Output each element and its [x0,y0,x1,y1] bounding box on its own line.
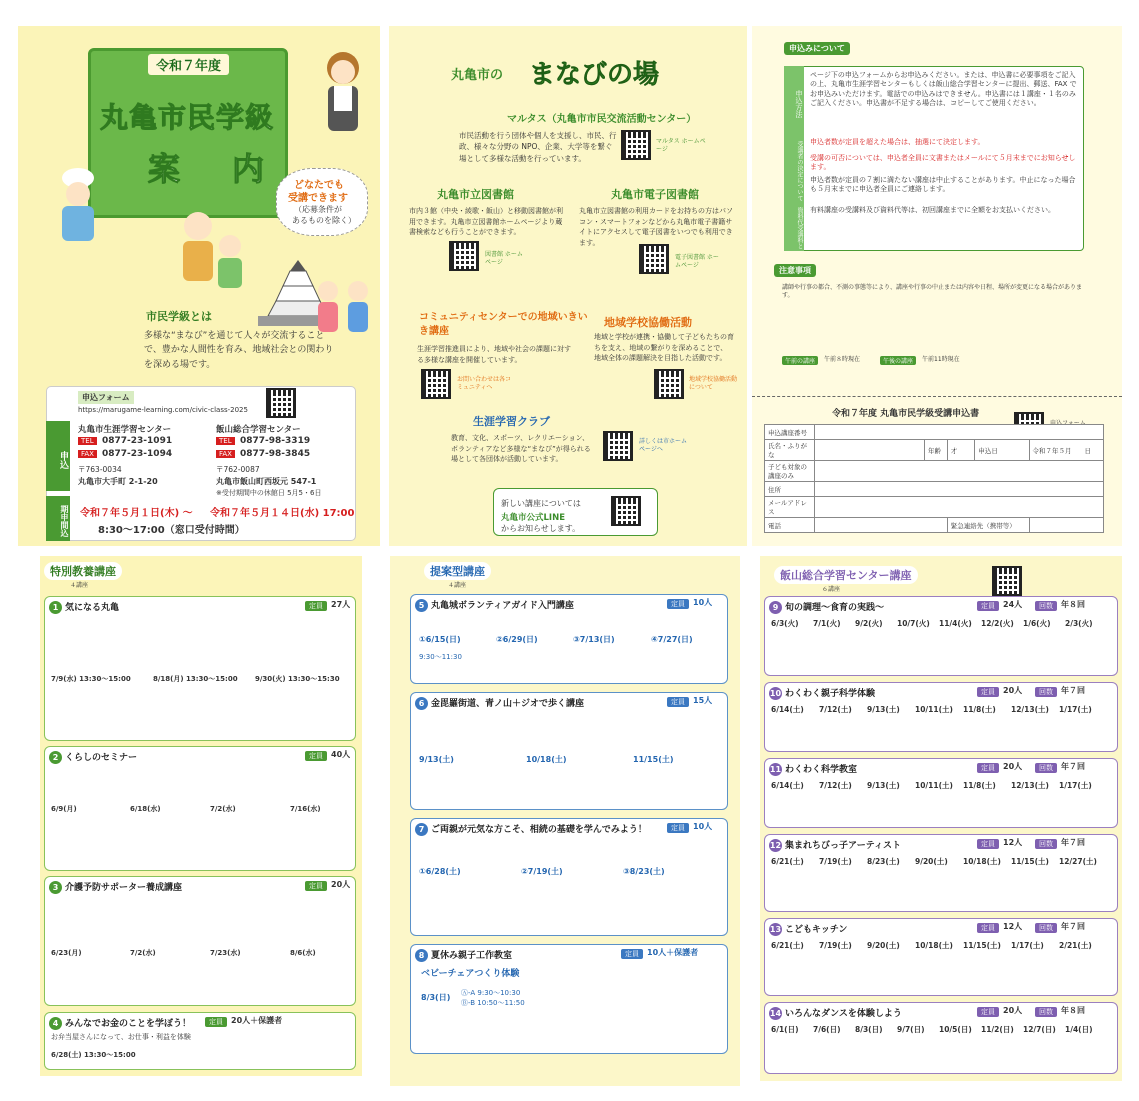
c5-title: 丸亀城ボランティアガイド入門講座 [431,601,574,611]
f-name-input[interactable] [815,440,925,461]
manabi-title-small: 丸亀市の [451,68,504,83]
library-qr-code[interactable] [449,241,479,271]
c7-date3: ③8/23(土) [623,867,665,876]
course-13-card[interactable] [764,918,1118,996]
period-start: 令和７年５月１日(木) ～ [80,508,193,519]
storm-pm-label: 午後の講座 [880,356,916,365]
c13-teiin: 12人 [1003,922,1023,931]
cover-panel [18,26,380,546]
f-course-input[interactable] [815,425,1104,440]
apply-title: 申込みについて [784,42,850,55]
c11-teiin: 20人 [1003,762,1023,771]
library-hp[interactable]: 図書館 ホームページ [485,251,523,266]
club-hp[interactable]: 詳しくは市ホームページへ [639,438,688,453]
tel2-tag: TEL [216,437,235,445]
course-11-card[interactable] [764,758,1118,828]
c8-title: 夏休み親子工作教室 [431,951,513,961]
f-child-input[interactable] [815,461,1104,482]
special-title: 特別教養講座 [44,562,122,580]
course-2-card[interactable]: 2 くらしのセミナー 定員 40人 6/9(月) 6/18(水) 7/2(水) 7/16(水) [44,746,356,871]
c2-teiin-label: 定員 [305,751,327,761]
what-title: 市民学級とは [146,310,212,323]
fee-text: 有料講座の受講料及び資料代等は、初回講座までに全額をお支払いください。 [810,206,1055,214]
c6-date3: 11/15(土) [633,755,674,764]
proposal-panel [390,556,740,1086]
c12-date: 7/19(土) [819,857,852,866]
c2-date4: 7/16(水) [290,805,321,813]
c1-title: 気になる丸亀 [65,603,120,613]
notice-text: 講師や行事の都合、不測の事態等により、講座や行事の中止または内容や日程、場所が変更になる場合があります。 [782,284,1083,299]
c4-title: みんなでお金のことを学ぼう！ [65,1019,192,1029]
c12-date: 9/20(土) [915,857,948,866]
storm-pm-text: 午前11時現在 [922,356,960,363]
course-number: 14 [769,1009,782,1018]
c11-date: 12/13(土) [1011,781,1049,790]
f-name: 氏名・ふりがな [765,440,815,461]
period-label: 期申間込 [46,496,70,541]
c8-sub: ベビーチェアつくり体験 [421,969,520,979]
c11-date: 10/11(土) [915,781,953,790]
c11-date: 9/13(土) [867,781,900,790]
c14-teiin: 20人 [1003,1006,1023,1015]
c14-date: 7/6(日) [813,1025,841,1034]
iiyama-qr-code[interactable] [992,566,1022,596]
c13-date: 6/21(土) [771,941,804,950]
c3-teiin-label: 定員 [305,881,327,891]
c13-date: 9/20(土) [867,941,900,950]
course-1-card[interactable]: 1 気になる丸亀 定員 27人 7/9(水) 13:30～15:00 8/18(月) 13:30～15:00 9/30(火) 13:30～15:30 [44,596,356,741]
f-mail: メールアドレス [765,497,815,518]
tel1-tag: TEL [78,437,97,445]
c13-date: 10/18(土) [915,941,953,950]
c6-title: 金毘羅街道、青ノ山＋ジオで歩く講座 [431,699,585,709]
c3-date4: 8/6(水) [290,949,316,957]
period-end: 令和７年５月１４日(水) 17:00 [210,508,355,519]
apply-panel [752,26,1122,546]
c8-teiin-label: 定員 [621,949,643,959]
library-title: 丸亀市立図書館 [437,188,514,201]
c10-date: 10/11(土) [915,705,953,714]
c2-title: くらしのセミナー [65,753,138,763]
center1-name: 丸亀市生涯学習センター [78,425,172,435]
form-label: 申込フォーム [78,391,134,404]
f-date: 申込日 [975,440,1029,461]
bubble-line2: 受講できます [288,193,348,204]
special-count: ４講座 [70,582,89,589]
course-8-card[interactable]: 8 夏休み親子工作教室 定員 10人＋保護者 ベビーチェアつくり体験 8/3(日) Ⓐ-A 9:30～10:30 Ⓑ-B 10:50～11:50 [410,944,728,1054]
c4-teiin-label: 定員 [205,1017,227,1027]
c5-time: 9:30～11:30 [419,653,462,661]
center2-name: 飯山総合学習センター [216,425,301,435]
c14-kaisu-label: 回数 [1035,1007,1057,1017]
elibrary-hp[interactable]: 電子図書館 ホームページ [675,254,719,269]
c7-date2: ②7/19(土) [521,867,563,876]
f-course: 申込講座番号 [765,425,815,440]
c13-date: 11/15(土) [963,941,1001,950]
c5-date4: ④7/27(日) [651,635,693,644]
bubble-line1: どなたでも [294,180,344,191]
c9-date: 10/7(火) [897,619,930,628]
f-child: 子ども対象の講座のみ [765,461,815,482]
c11-title: わくわく科学教室 [785,765,858,775]
c14-date: 1/4(日) [1065,1025,1093,1034]
club-title: 生涯学習クラブ [473,415,550,428]
closed-note: ※受付期間中の休館日 5月5・6日 [216,489,322,497]
fax2-tag: FAX [216,450,235,458]
what-text: 多様な“まなび”を通じて人々が交流することで、豊かな人間性を育み、地域社会との関わりを深める場です。 [144,331,334,370]
bubble-line3: （応募条件が [294,205,342,214]
c1-date3: 9/30(火) 13:30～15:30 [255,675,340,683]
character-family [168,201,258,296]
special-panel [40,556,362,1076]
c1-date2: 8/18(月) 13:30～15:00 [153,675,238,683]
line-text1: 新しい講座については [501,499,581,508]
elibrary-qr-code[interactable] [639,244,669,274]
addr2: 丸亀市飯山町西坂元 547-1 [216,477,317,486]
c9-date: 11/4(火) [939,619,972,628]
f-age: 年齢 [925,440,948,461]
course-10-card[interactable] [764,682,1118,752]
manabi-panel [389,26,747,546]
f-date-v[interactable]: 令和７年５月 日 [1029,440,1103,461]
c13-date: 2/21(土) [1059,941,1092,950]
c14-title: いろんなダンスを体験しよう [785,1009,902,1019]
hours: 8:30～17:00（窓口受付時間） [98,525,245,536]
apply-label: 申込 [46,421,70,491]
c3-date1: 6/23(月) [51,949,82,957]
fax2: 0877-98-3845 [240,449,311,459]
cut-line [752,396,1122,397]
c7-teiin-label: 定員 [667,823,689,833]
course-number: 10 [769,689,782,698]
tel1: 0877-23-1091 [102,436,173,446]
school-qr-code[interactable] [654,369,684,399]
c11-times: 年７回 [1061,762,1085,771]
iiyama-count: ６講座 [822,586,841,593]
zip2: 〒762-0087 [216,465,260,474]
c5-date2: ②6/29(日) [496,635,538,644]
c14-date: 10/5(日) [939,1025,972,1034]
c10-teiin: 20人 [1003,686,1023,695]
c13-date: 1/17(土) [1011,941,1044,950]
course-6-card[interactable]: 6 金毘羅街道、青ノ山＋ジオで歩く講座 定員 15人 9/13(土) 10/18(土) 11/15(土) [410,692,728,810]
c10-kaisu-label: 回数 [1035,687,1057,697]
community-title: コミュニティセンターでの地域いきいき講座 [419,312,588,337]
proposal-title: 提案型講座 [424,562,491,580]
c9-date: 12/2(火) [981,619,1014,628]
form-url[interactable]: https://marugame-learning.com/civic-class-2025 [78,406,248,414]
c10-date: 9/13(土) [867,705,900,714]
c12-date: 11/15(土) [1011,857,1049,866]
fax1-tag: FAX [78,450,97,458]
c10-teiin-label: 定員 [977,687,999,697]
elibrary-text: 丸亀市立図書館の利用カードをお持ちの方はパソコン・スマートフォンなどから丸亀市電子書籍サイトにアクセスして電子図書をいつでも利用できます。 [579,207,733,247]
c14-date: 8/3(日) [855,1025,883,1034]
select-text3: 申込者数が定員の７割に満たない講座は中止することがあります。中止になった場合も５月末までに申込者全員にご連絡します。 [810,176,1076,194]
f-mail-input[interactable] [815,497,1104,518]
library-text: 市内３館（中央・綾歌・飯山）と移動図書館が利用できます。丸亀市立図書館ホームページより蔵書検索なども行うことができます。 [409,207,563,236]
course-number: 13 [769,925,782,934]
method-text: ページ下の申込フォームからお申込みください。または、申込書に必要事項をご記入の上、丸亀市生涯学習センターもしくは飯山総合学習センターに提出、郵送、FAX でお申込みいただけます。電話での申込みはできません。申込書には１講座・１名のみご記入ください。申込書が不足する場合は、コピーしてご使用ください。 [810,71,1077,108]
c11-date: 6/14(土) [771,781,804,790]
c5-date1: ①6/15(日) [419,635,461,644]
application-form-table[interactable] [764,424,1104,533]
c1-teiin: 27人 [331,600,351,609]
c13-kaisu-label: 回数 [1035,923,1057,933]
c10-date: 7/12(土) [819,705,852,714]
line-text2: 丸亀市公式LINE [501,513,565,523]
c3-teiin: 20人 [331,880,351,889]
c11-date: 1/17(土) [1059,781,1092,790]
method-label: 申込方法 [784,66,804,136]
f-emerg-input[interactable] [1029,518,1103,533]
c9-date: 1/6(火) [1023,619,1051,628]
marutasu-qr-code[interactable] [621,130,651,160]
c14-date: 6/1(日) [771,1025,799,1034]
era-label: 令和７年度 [148,54,229,75]
course-9-card[interactable] [764,596,1118,676]
select-text2: 受講の可否については、申込者全員に文書またはメールにて５月末までにお知らせします。 [810,154,1076,172]
club-text: 教育、文化、スポーツ、レクリエーション、ボランティアなど多様な“まなび”が得られる場として各団体が活動しています。 [451,434,591,463]
community-text: 生涯学習推進員により、地域や社会の課題に対する多様な講座を開催しています。 [417,345,571,364]
c9-date: 2/3(火) [1065,619,1093,628]
c8-date: 8/3(日) [421,993,451,1002]
c13-title: こどもキッチン [785,925,848,935]
community-qr-code[interactable] [421,369,451,399]
c13-teiin-label: 定員 [977,923,999,933]
course-number: 11 [769,765,782,774]
c12-times: 年７回 [1061,838,1085,847]
c9-kaisu-label: 回数 [1035,601,1057,611]
c4-text: お弁当屋さんになって、お仕事・利益を体験 [51,1033,191,1041]
c9-date: 6/3(火) [771,619,799,628]
c7-teiin: 10人 [693,822,713,831]
marutasu-title: マルタス（丸亀市市民交流活動センター） [507,114,697,125]
c5-date3: ③7/13(日) [573,635,615,644]
c10-date: 11/8(土) [963,705,996,714]
c10-times: 年７回 [1061,686,1085,695]
course-4-card[interactable]: 4 みんなでお金のことを学ぼう！ 定員 20人＋保護者 お弁当屋さんになって、お仕事・利益を体験 6/28(土) 13:30～15:00 [44,1012,356,1070]
c8-time2: Ⓑ-B 10:50～11:50 [461,999,525,1007]
c6-date2: 10/18(土) [526,755,567,764]
f-sai: 才 [947,440,975,461]
f-tel: 電話 [765,518,815,533]
c12-date: 6/21(土) [771,857,804,866]
f-addr: 住所 [765,482,815,497]
storm-am-label: 午前の講座 [782,356,818,365]
c2-teiin: 40人 [331,750,351,759]
club-qr-code[interactable] [603,431,633,461]
c14-date: 11/2(日) [981,1025,1014,1034]
course-5-card[interactable]: 5 丸亀城ボランティアガイド入門講座 定員 10人 ①6/15(日) ②6/29(日) ③7/13(日) ④7/27(日) 9:30～11:30 [410,594,728,684]
c12-date: 12/27(土) [1059,857,1097,866]
f-tel-input[interactable] [815,518,948,533]
line-text3: からお知らせします。 [501,524,581,533]
c10-date: 6/14(土) [771,705,804,714]
course-3-card[interactable]: 3 介護予防サポーター養成講座 定員 20人 6/23(月) 7/2(水) 7/23(水) 8/6(水) [44,876,356,1006]
c3-date3: 7/23(水) [210,949,241,957]
c12-kaisu-label: 回数 [1035,839,1057,849]
zip1: 〒763-0034 [78,465,122,474]
c2-date1: 6/9(月) [51,805,77,813]
c3-date2: 7/2(水) [130,949,156,957]
c5-teiin: 10人 [693,598,713,607]
c9-teiin-label: 定員 [977,601,999,611]
c12-date: 8/23(土) [867,857,900,866]
elibrary-title: 丸亀市電子図書館 [611,188,699,201]
character-woman [318,46,368,136]
course-7-card[interactable]: 7 ご両親が元気な方こそ、相続の基礎を学んでみよう！ 定員 10人 ①6/28(土) ②7/19(土) ③8/23(土) [410,818,728,936]
c12-date: 10/18(土) [963,857,1001,866]
c9-title: 旬の調理～食育の実践～ [785,603,885,613]
c14-date: 12/7(日) [1023,1025,1056,1034]
course-number: 12 [769,841,782,850]
c6-date1: 9/13(土) [419,755,454,764]
bubble-line4: あるものを除く） [292,216,356,225]
iiyama-title: 飯山総合学習センター講座 [774,566,918,584]
c9-times: 年８回 [1061,600,1085,609]
tel2: 0877-98-3319 [240,436,311,446]
c11-kaisu-label: 回数 [1035,763,1057,773]
c9-date: 9/2(火) [855,619,883,628]
community-hp[interactable]: お問い合わせは各コミュニティへ [457,376,512,391]
line-qr-code[interactable] [611,496,641,526]
c4-teiin: 20人＋保護者 [231,1016,283,1025]
addr1: 丸亀市大手町 2-1-20 [78,477,158,486]
c4-date: 6/28(土) 13:30～15:00 [51,1051,136,1059]
fax1: 0877-23-1094 [102,449,173,459]
school-title: 地域学校協働活動 [604,316,692,329]
c10-date: 1/17(土) [1059,705,1092,714]
course-14-card[interactable] [764,1002,1118,1074]
c8-time1: Ⓐ-A 9:30～10:30 [461,989,521,997]
c3-title: 介護予防サポーター養成講座 [65,883,183,893]
c1-date1: 7/9(水) 13:30～15:00 [51,675,131,683]
c11-teiin-label: 定員 [977,763,999,773]
c6-teiin-label: 定員 [667,697,689,707]
school-hp[interactable]: 地域学校協働活動について [689,376,738,391]
c6-teiin: 15人 [693,696,713,705]
c9-date: 7/1(火) [813,619,841,628]
select-text1: 申込者数が定員を超えた場合は、抽選にて決定します。 [810,138,985,146]
c12-teiin: 12人 [1003,838,1023,847]
title-sub: 案 内 [148,150,275,188]
c13-date: 7/19(土) [819,941,852,950]
c2-date2: 6/18(水) [130,805,161,813]
c1-teiin-label: 定員 [305,601,327,611]
marutasu-hp[interactable]: マルタス ホームページ [656,138,706,153]
storm-am-text: 午前８時現在 [824,356,861,363]
school-text: 地域と学校が連携・協働して子どもたちの育ちを支え、地域の繋がりを深めることで、地域全体の課題解決を目指した活動です。 [594,333,734,362]
form-title: 令和７年度 丸亀市民学級受講申込書 [832,409,980,419]
c10-date: 12/13(土) [1011,705,1049,714]
c9-teiin: 24人 [1003,600,1023,609]
character-cook [48,166,108,246]
c12-teiin-label: 定員 [977,839,999,849]
proposal-count: ４講座 [448,582,467,589]
form-qr-code[interactable] [266,388,296,418]
notice-title: 注意事項 [774,264,816,277]
manabi-title-big: まなびの場 [529,60,660,90]
f-addr-input[interactable] [815,482,1104,497]
c7-title: ご両親が元気な方こそ、相続の基礎を学んでみよう！ [431,825,647,835]
c7-date1: ①6/28(土) [419,867,461,876]
c14-teiin-label: 定員 [977,1007,999,1017]
c12-title: 集まれちびっ子アーティスト [785,841,902,851]
c13-times: 年７回 [1061,922,1085,931]
c2-date3: 7/2(水) [210,805,236,813]
c11-date: 7/12(土) [819,781,852,790]
select-label: 受講者の決定について [784,136,804,201]
c11-date: 11/8(土) [963,781,996,790]
title-main: 丸亀市民学級 [100,101,275,134]
c5-teiin-label: 定員 [667,599,689,609]
c10-title: わくわく親子科学体験 [785,689,876,699]
course-12-card[interactable] [764,834,1118,912]
c14-times: 年８回 [1061,1006,1085,1015]
c8-teiin: 10人＋保護者 [647,948,699,957]
course-number: 9 [769,601,782,614]
marutasu-text: 市民活動を行う団体や個人を支援し、市民、行政、様々な分野の NPO、企業、大学等を繋ぐ場として多様な活動を行っています。 [459,131,617,163]
f-emerg: 緊急連絡先（携帯等） [947,518,1029,533]
c14-date: 9/7(日) [897,1025,925,1034]
iiyama-panel [760,556,1122,1081]
fee-label: 資料代受講料と [784,201,804,251]
